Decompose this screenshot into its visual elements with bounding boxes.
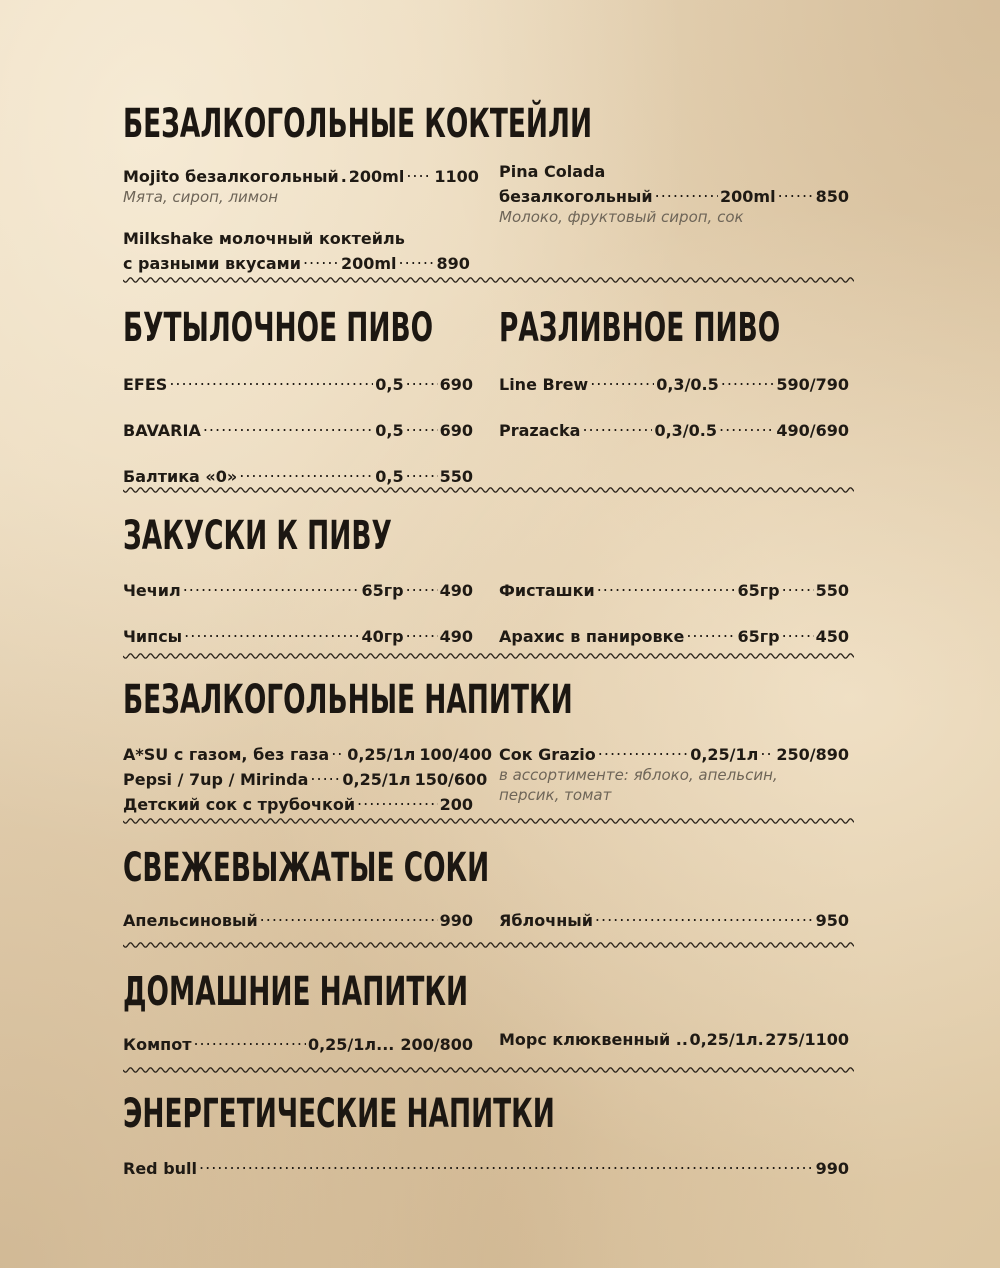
- bottled-beer-list: [123, 370, 473, 487]
- snacks-left-list: [123, 576, 473, 647]
- menu-item-grazio: Сок Grazio ..... 0,25/1л ..... 250/890: [499, 740, 849, 765]
- menu-item-fresh-juice: Апельсиновый ..... 990: [123, 906, 473, 931]
- homemade-left: [123, 1030, 473, 1055]
- homemade-right: [499, 1030, 849, 1050]
- section-title-energy: ЭНЕРГЕТИЧЕСКИЕ НАПИТКИ: [123, 1091, 555, 1137]
- menu-item-bottled-beer: Балтика «0» ..... 0,5 ..... 550: [123, 462, 473, 487]
- menu-item-pina-name: Pina Colada: [499, 162, 606, 181]
- section-title-bottled-beer: БУТЫЛОЧНОЕ ПИВО: [123, 305, 434, 351]
- menu-item-homemade: Морс клюквенный .. 0,25/1л. 275/1100: [499, 1030, 849, 1049]
- menu-item-homemade: Компот ..... 0,25/1л... 200/800: [123, 1030, 473, 1055]
- wavy-line: [123, 278, 854, 282]
- menu-item-soft-drink: Pepsi / 7up / Mirinda ..... 0,25/1л 150/600: [123, 765, 473, 790]
- menu-item-milkshake: с разными вкусами ..... 200ml ..... 890: [123, 249, 473, 274]
- menu-item-grazio-note: в ассортименте: яблоко, апельсин, персик, томат: [499, 766, 778, 804]
- snacks-right-list: [499, 576, 849, 647]
- cocktails-right-column: [499, 162, 849, 227]
- section-title-draft-beer: РАЗЛИВНОЕ ПИВО: [499, 305, 781, 351]
- menu-item-mojito: Mojito безалкогольный . 200ml ..... 1100: [123, 162, 473, 187]
- section-title-homemade: ДОМАШНИЕ НАПИТКИ: [123, 969, 469, 1015]
- menu-item-draft-beer: Prazacka ..... 0,3/0.5 ..... 490/690: [499, 416, 849, 441]
- wavy-divider: [123, 1066, 854, 1074]
- draft-beer-list: [499, 370, 849, 441]
- wavy-divider: [123, 941, 854, 949]
- menu-item-snack: Чипсы ..... 40гр ..... 490: [123, 622, 473, 647]
- fresh-juice-right: [499, 906, 849, 931]
- section-title-snacks: ЗАКУСКИ К ПИВУ: [123, 513, 392, 559]
- section-title-cocktails: БЕЗАЛКОГОЛЬНЫЕ КОКТЕЙЛИ: [123, 101, 593, 147]
- section-title-soft-drinks: БЕЗАЛКОГОЛЬНЫЕ НАПИТКИ: [123, 677, 573, 723]
- menu-item-bottled-beer: EFES ..... 0,5 ..... 690: [123, 370, 473, 395]
- soft-drinks-right-list: [499, 740, 849, 805]
- menu-item-draft-beer: Line Brew ..... 0,3/0.5 ..... 590/790: [499, 370, 849, 395]
- wavy-line: [123, 819, 854, 823]
- wavy-line: [123, 488, 854, 492]
- cocktails-left-column: [123, 162, 479, 274]
- menu-item-pina-note: Молоко, фруктовый сироп, сок: [499, 208, 744, 226]
- menu-item-bottled-beer: BAVARIA ..... 0,5 ..... 690: [123, 416, 473, 441]
- menu-item-pina: безалкогольный ..... 200ml ..... 850: [499, 182, 849, 207]
- wavy-divider: [123, 652, 854, 660]
- soft-drinks-left-list: [123, 740, 493, 815]
- wavy-line: [123, 1068, 854, 1072]
- wavy-divider: [123, 276, 854, 284]
- menu-item-soft-drink: Детский сок с трубочкой ..... 200: [123, 790, 473, 815]
- wavy-divider: [123, 486, 854, 494]
- menu-item-milkshake-name: Milkshake молочный коктейль: [123, 229, 405, 248]
- section-title-fresh-juices: СВЕЖЕВЫЖАТЫЕ СОКИ: [123, 845, 490, 891]
- menu-item-snack: Фисташки ..... 65гр ..... 550: [499, 576, 849, 601]
- wavy-line: [123, 943, 854, 947]
- menu-item-snack: Арахис в панировке ..... 65гр ..... 450: [499, 622, 849, 647]
- menu-item-energy: Red bull ..... 990: [123, 1154, 849, 1179]
- wavy-divider: [123, 817, 854, 825]
- energy-list: [123, 1154, 849, 1179]
- menu-item-snack: Чечил ..... 65гр ..... 490: [123, 576, 473, 601]
- menu-item-mojito-note: Мята, сироп, лимон: [123, 188, 279, 206]
- menu-item-soft-drink: A*SU с газом, без газа ..... 0,25/1л 100/400: [123, 740, 473, 765]
- wavy-line: [123, 654, 854, 658]
- menu-item-fresh-juice: Яблочный ..... 950: [499, 906, 849, 931]
- fresh-juice-left: [123, 906, 473, 931]
